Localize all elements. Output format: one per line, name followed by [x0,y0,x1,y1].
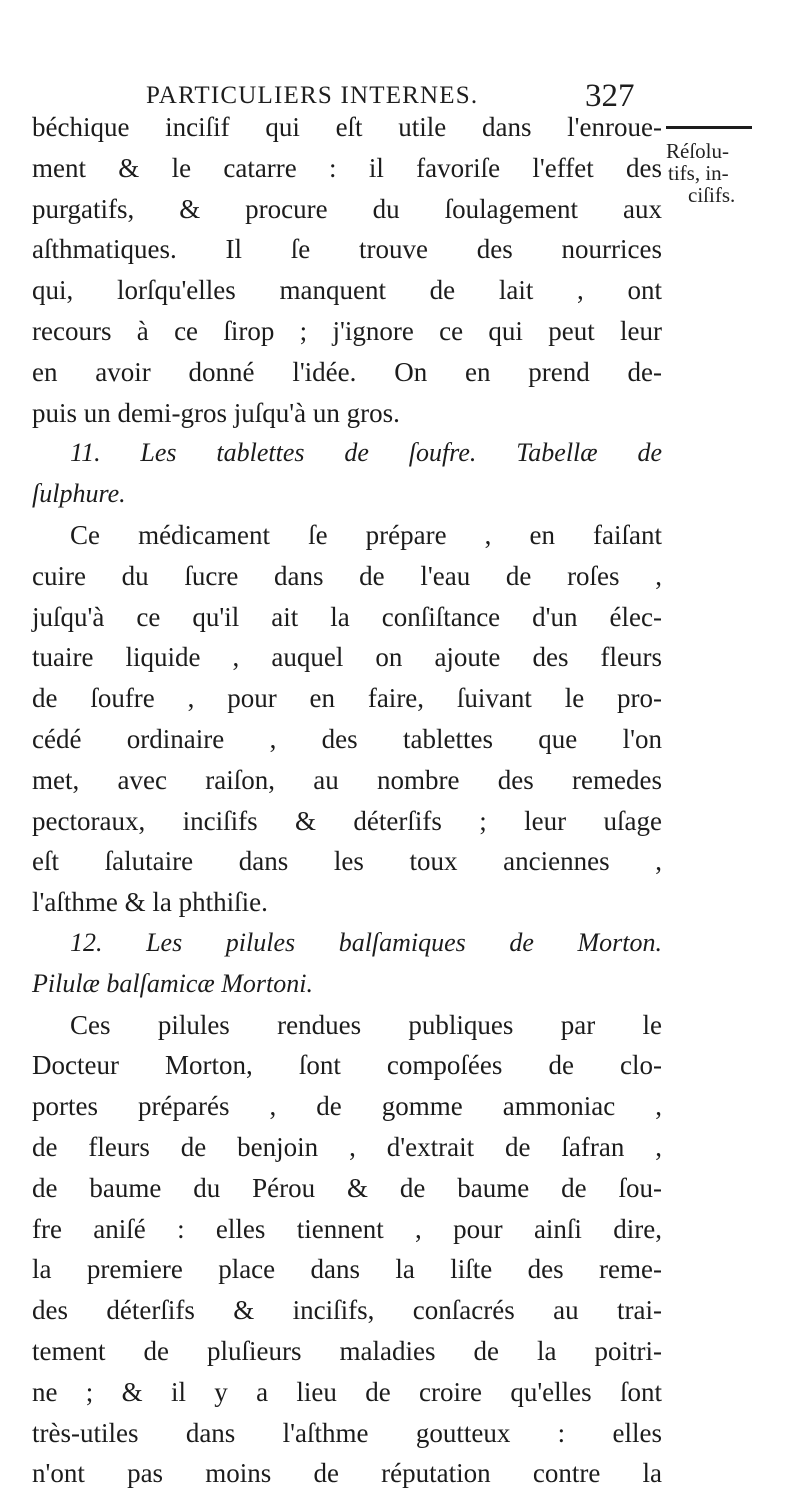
running-title: PARTICULIERS INTERNES. [146,82,479,109]
text-line: la premiere place dans la liſte des reme- [32,1254,662,1285]
text-line: Ces pilules rendues publiques par le [70,1009,662,1040]
text-line: juſqu'à ce qu'il ait la conſiſtance d'un élec- [32,601,662,632]
text-line: fre aniſé : elles tiennent , pour ainſi dire, [32,1213,662,1244]
page-number: 327 [585,78,635,114]
text-line: Docteur Morton, ſont compoſées de clo- [32,1050,662,1081]
text-line: très-utiles dans l'aſthme goutteux : elles [32,1417,662,1448]
margin-rule [666,126,752,129]
text-line: aſthmatiques. Il ſe trouve des nourrices [32,234,662,265]
text-line: tement de pluſieurs maladies de la poitri- [32,1335,662,1366]
text-line: n'ont pas moins de réputation contre la [32,1458,662,1489]
text-line: eſt ſalutaire dans les toux anciennes , [32,846,662,877]
margin-note-line: ciſifs. [688,183,736,207]
margin-note-line: tifs, in- [668,161,729,185]
text-line: portes préparés , de gomme ammoniac , [32,1091,662,1122]
section-heading: 11. Les tablettes de ſoufre. Tabellæ de [70,438,662,468]
text-line: tuaire liquide , auquel on ajoute des fleurs [32,642,662,673]
text-line: cédé ordinaire , des tablettes que l'on [32,723,662,754]
section-heading: ſulphure. [32,479,126,509]
text-line: de fleurs de benjoin , d'extrait de ſafran , [32,1131,662,1162]
text-line: en avoir donné l'idée. On en prend de- [32,356,662,387]
text-line: cuire du ſucre dans de l'eau de roſes , [32,560,662,591]
margin-note-line: Réſolu- [666,139,729,163]
text-line: l'aſthme & la phthiſie. [32,887,268,918]
text-line: met, avec raiſon, au nombre des remedes [32,764,662,795]
text-line: Ce médicament ſe prépare , en faiſant [70,519,662,550]
text-line: ne ; & il y a lieu de croire qu'elles ſont [32,1376,662,1407]
text-line: qui, lorſqu'elles manquent de lait , ont [32,275,662,306]
text-line: de ſoufre , pour en faire, ſuivant le pro- [32,683,662,714]
text-line: purgatifs, & procure du ſoulagement aux [32,193,662,224]
text-line: des déterſifs & inciſifs, conſacrés au trai- [32,1295,662,1326]
text-line: pectoraux, inciſifs & déterſifs ; leur uſage [32,805,662,836]
text-line: ment & le catarre : il favoriſe l'effet des [32,152,662,183]
text-line: puis un demi-gros juſqu'à un gros. [32,397,400,428]
text-line: recours à ce ſirop ; j'ignore ce qui peut leur [32,315,662,346]
text-line: béchique inciſif qui eſt utile dans l'enroue- [32,112,662,142]
section-heading: Pilulæ balſamicæ Mortoni. [32,968,313,998]
section-heading: 12. Les pilules balſamiques de Morton. [70,927,662,957]
margin-note [666,140,786,206]
text-line: de baume du Pérou & de baume de ſou- [32,1172,662,1203]
body-text [32,107,662,1494]
